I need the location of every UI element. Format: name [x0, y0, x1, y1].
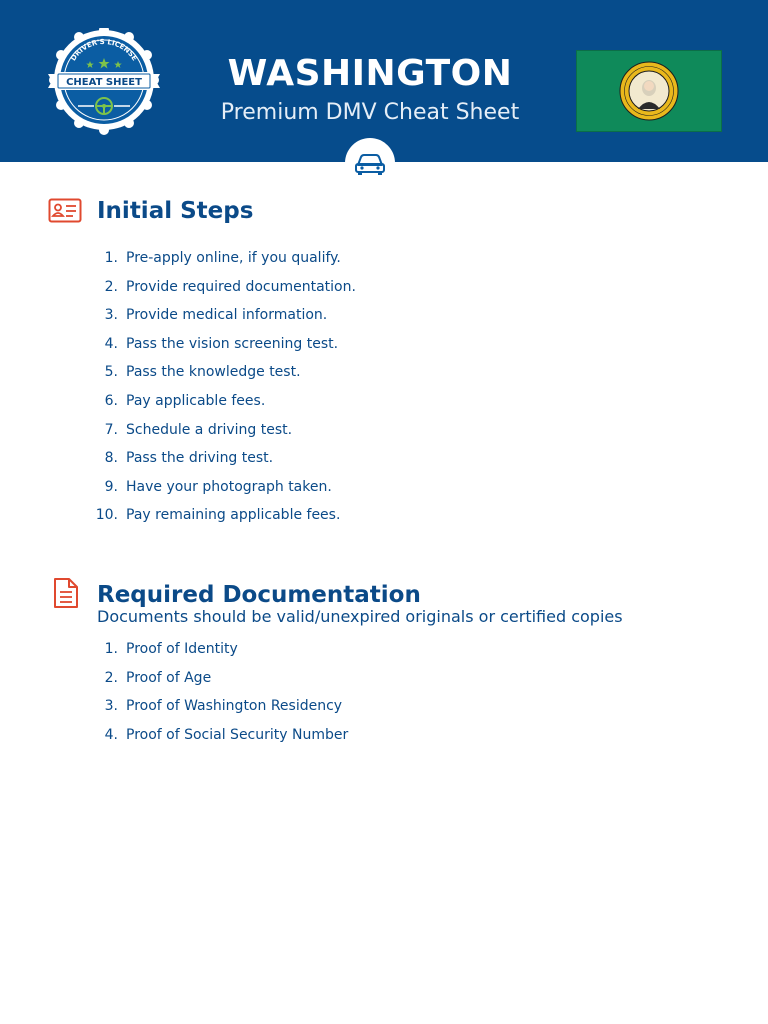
washington-flag — [576, 50, 722, 132]
list-item-number: 9. — [104, 478, 118, 495]
document-icon — [53, 577, 79, 609]
list-item-text: Pay applicable fees. — [126, 392, 266, 409]
id-card-icon — [48, 198, 82, 224]
list-item-number: 6. — [104, 392, 118, 409]
list-item-text: Pass the vision screening test. — [126, 335, 339, 352]
cheat-sheet-badge-logo — [44, 28, 164, 136]
badge-label: CHEAT SHEET — [66, 77, 142, 88]
list-item-number: 4. — [104, 335, 118, 352]
badge-arc-text: DRIVER'S LICENSE — [69, 37, 139, 63]
state-seal-icon — [619, 61, 679, 121]
list-item-number: 1. — [104, 250, 118, 266]
list-item-number: 2. — [104, 278, 118, 295]
initial-steps-heading: Initial Steps — [97, 198, 254, 224]
list-item-number: 10. — [95, 507, 118, 524]
list-item-text: Proof of Identity — [126, 641, 238, 657]
list-item-number: 3. — [104, 307, 118, 324]
required-documentation-heading: Required Documentation — [97, 582, 421, 608]
list-item-text: Pre-apply online, if you qualify. — [126, 250, 341, 266]
list-item-text: Proof of Washington Residency — [126, 698, 343, 715]
car-icon — [353, 147, 387, 179]
list-item-text: Pass the knowledge test. — [126, 364, 301, 381]
list-item-number: 7. — [104, 421, 118, 438]
list-item-number: 2. — [104, 669, 118, 686]
list-item-number: 3. — [104, 698, 118, 715]
list-item-number: 5. — [104, 364, 118, 381]
page-subtitle: Premium DMV Cheat Sheet — [220, 100, 520, 125]
list-item-number: 8. — [104, 450, 118, 467]
list-item-text: Schedule a driving test. — [126, 421, 293, 438]
page-title: WASHINGTON — [227, 53, 513, 94]
list-item-text: Have your photograph taken. — [126, 478, 332, 495]
header-banner — [0, 0, 768, 162]
list-item-text: Pay remaining applicable fees. — [126, 507, 341, 524]
documentation-note: Documents should be valid/unexpired originals or certified copies — [97, 607, 623, 626]
list-item-text: Pass the driving test. — [126, 450, 274, 467]
list-item-text: Proof of Age — [126, 669, 212, 686]
list-item-text: Provide required documentation. — [126, 278, 356, 295]
list-item-number: 1. — [104, 641, 118, 657]
list-item-text: Proof of Social Security Number — [126, 726, 349, 743]
list-item-number: 4. — [104, 726, 118, 743]
car-emblem — [345, 138, 395, 188]
list-item-text: Provide medical information. — [126, 307, 328, 324]
